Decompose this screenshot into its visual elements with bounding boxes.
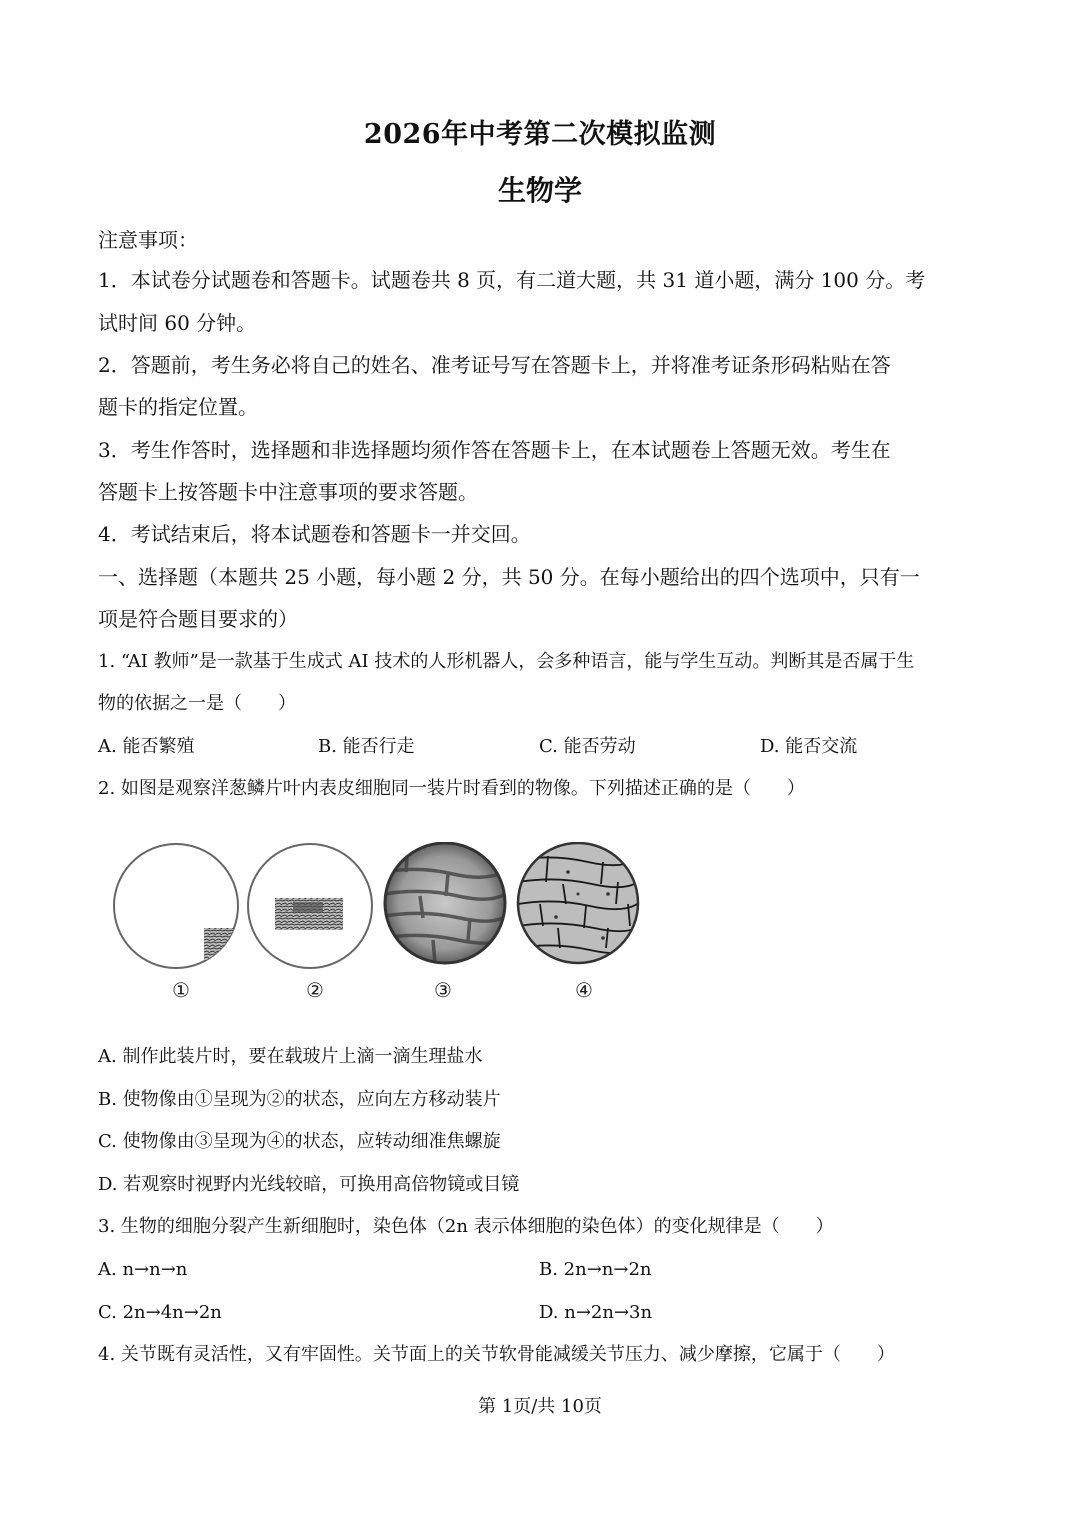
figure-label-3: ③ bbox=[434, 978, 452, 1002]
q2-stem: 2. 如图是观察洋葱鳞片叶内表皮细胞同一装片时看到的物像。下列描述正确的是（ ） bbox=[98, 778, 805, 799]
notice-heading: 注意事项： bbox=[98, 228, 198, 252]
notice-item-1: 1．本试卷分试题卷和答题卡。试题卷共 8 页，有二道大题，共 31 道小题，满分 100 分。考 bbox=[98, 268, 926, 292]
q4-stem: 4. 关节既有灵活性，又有牢固性。关节面上的关节软骨能减缓关节压力、减少摩擦，它属于（ ） bbox=[98, 1344, 895, 1365]
notice-item-2: 2．答题前，考生务必将自己的姓名、准考证号写在答题卡上，并将准考证条形码粘贴在答 bbox=[98, 353, 891, 377]
page-number: 第 1页/共 10页 bbox=[478, 1396, 602, 1417]
q2-option-b: B. 使物像由①呈现为②的状态，应向左方移动装片 bbox=[98, 1089, 501, 1110]
figure-label-4: ④ bbox=[575, 978, 593, 1002]
notice-item-4: 4．考试结束后，将本试题卷和答题卡一并交回。 bbox=[98, 522, 531, 546]
q1-stem-cont: 物的依据之一是（ ） bbox=[98, 693, 296, 714]
notice-item-3: 3．考生作答时，选择题和非选择题均须作答在答题卡上，在本试题卷上答题无效。考生在 bbox=[98, 438, 891, 462]
q3-option-a: A. n→n→n bbox=[98, 1259, 188, 1280]
q2-option-d: D. 若观察时视野内光线较暗，可换用高倍物镜或目镜 bbox=[98, 1174, 520, 1195]
q3-option-b: B. 2n→n→2n bbox=[539, 1259, 652, 1280]
q1-option-b: B. 能否行走 bbox=[318, 736, 415, 757]
view-4-circle bbox=[518, 843, 640, 963]
notice-item-1-cont: 试时间 60 分钟。 bbox=[98, 311, 257, 335]
q1-stem: 1. “AI 教师”是一款基于生成式 AI 技术的人形机器人，会多种语言，能与学生互动。判断其是否属于生 bbox=[98, 651, 915, 672]
microscope-figure bbox=[108, 842, 648, 1012]
q2-option-a: A. 制作此装片时，要在载玻片上滴一滴生理盐水 bbox=[98, 1046, 483, 1067]
section-heading: 一、选择题（本题共 25 小题，每小题 2 分，共 50 分。在每小题给出的四个选项中，只有一 bbox=[98, 565, 920, 589]
exam-title: 2026年中考第二次模拟监测 bbox=[363, 119, 717, 150]
subject-title: 生物学 bbox=[497, 174, 582, 207]
q3-stem: 3. 生物的细胞分裂产生新细胞时，染色体（2n 表示体细胞的染色体）的变化规律是（ ） bbox=[98, 1216, 834, 1237]
section-heading-cont: 项是符合题目要求的） bbox=[98, 607, 298, 631]
q3-option-d: D. n→2n→3n bbox=[539, 1302, 653, 1323]
view-1-circle bbox=[114, 844, 244, 968]
notice-item-2-cont: 题卡的指定位置。 bbox=[98, 395, 258, 419]
q3-option-c: C. 2n→4n→2n bbox=[98, 1302, 222, 1323]
view-2-circle bbox=[248, 844, 372, 968]
q1-option-a: A. 能否繁殖 bbox=[98, 736, 195, 757]
notice-item-3-cont: 答题卡上按答题卡中注意事项的要求答题。 bbox=[98, 480, 478, 504]
figure-label-1: ① bbox=[172, 978, 190, 1002]
view-3-circle bbox=[385, 842, 508, 964]
q1-option-d: D. 能否交流 bbox=[760, 736, 858, 757]
q2-option-c: C. 使物像由③呈现为④的状态，应转动细准焦螺旋 bbox=[98, 1131, 501, 1152]
figure-label-2: ② bbox=[306, 978, 324, 1002]
q1-option-c: C. 能否劳动 bbox=[539, 736, 636, 757]
